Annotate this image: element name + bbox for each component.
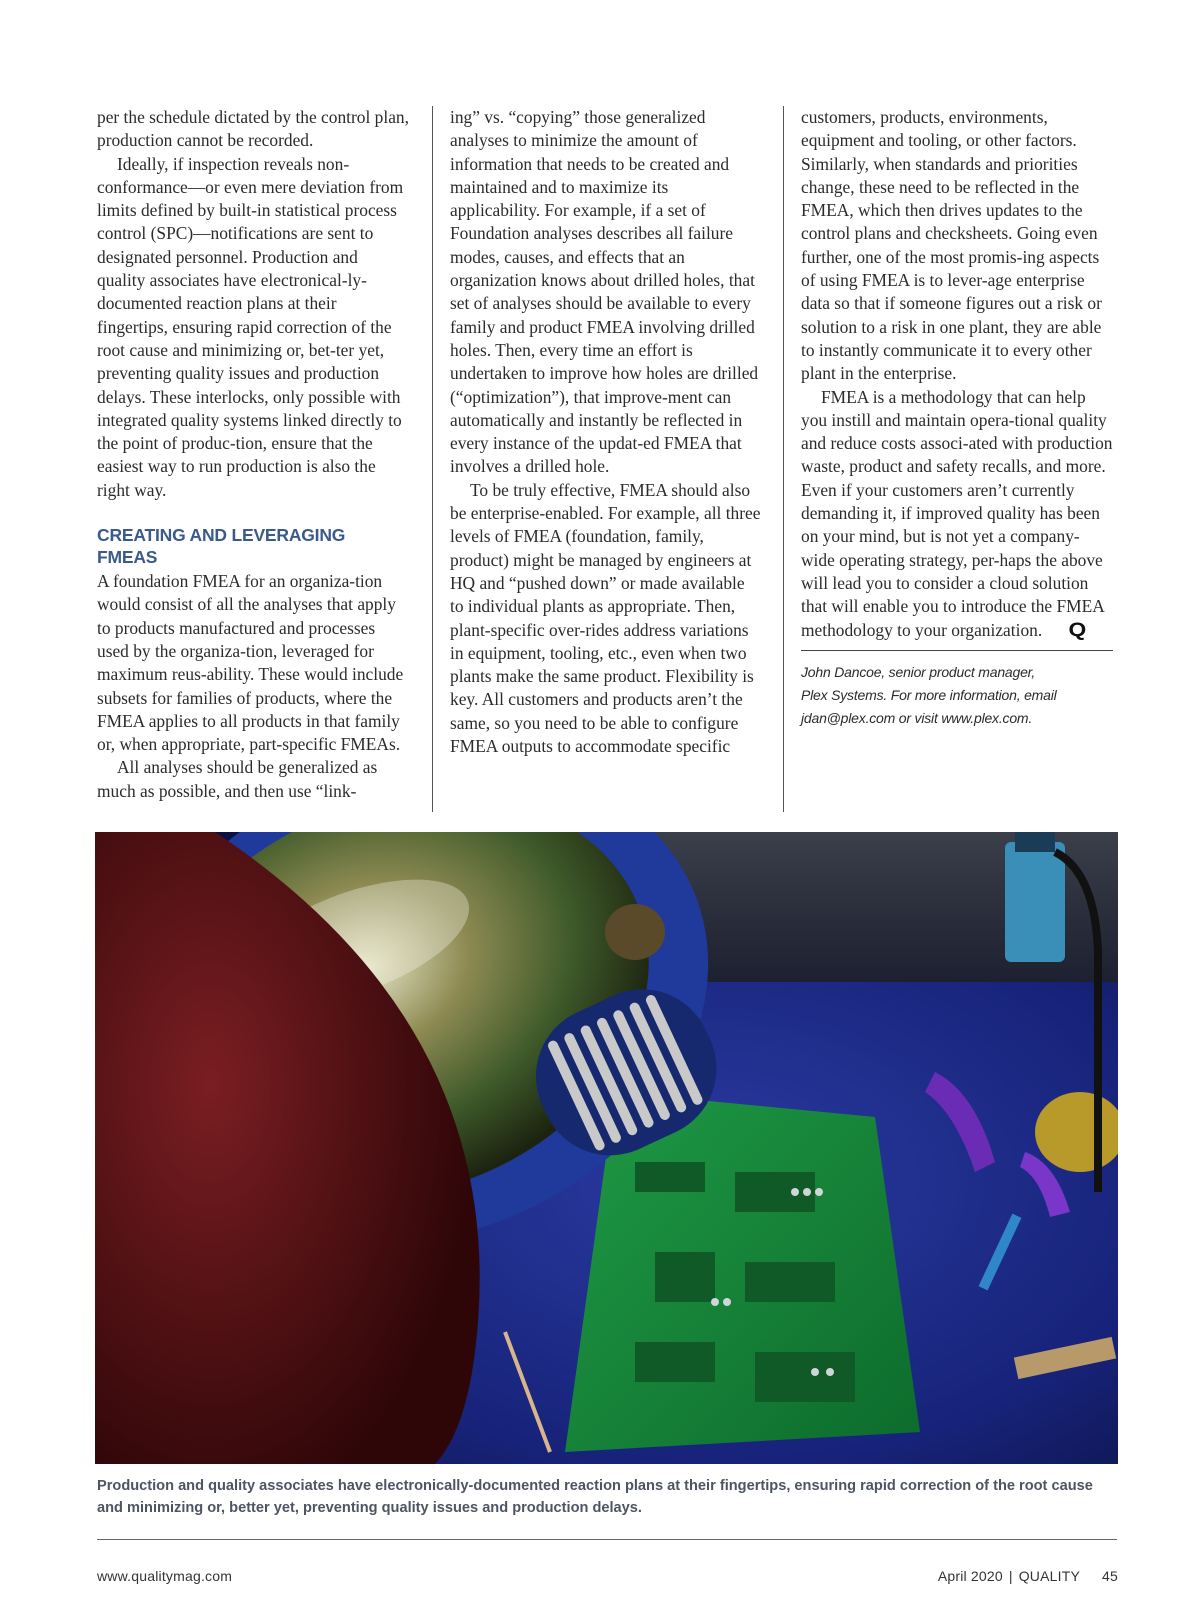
paragraph-text: FMEA is a methodology that can help you instill and maintain opera-tional quality and reduce costs associ-ated with production waste, product and safety recalls, and more. Even if your customers aren’t currently demanding it, if improved quality has been on your mind, but is not yet a company-wide operating strategy, per-haps the above will lead you to consider a cloud solution that will enable you to introduce the FMEA methodology to your organization. (801, 386, 1113, 640)
footer-divider (97, 1539, 1117, 1540)
footer-website: www.qualitymag.com (97, 1568, 233, 1584)
column-divider (432, 106, 433, 812)
paragraph: To be truly effective, FMEA should also be enterprise-enabled. For example, all three levels of FMEA (foundation, family, product) might be managed by engineers at HQ and “pushed down” or made available to individual plants as appropriate. Then, plant-specific over-rides address variations in equipment, tooling, etc., even when two plants make the same product. Flexibility is key. All customers and products aren’t the same, so you need to be able to configure FMEA outputs to accommodate specific (450, 479, 761, 757)
magnifier-circuit-board-image (95, 832, 1118, 1464)
paragraph (801, 386, 1113, 642)
bio-line: Plex Systems. For more information, email (801, 686, 1057, 703)
article-photo (95, 832, 1118, 1464)
article-column-1 (97, 106, 409, 803)
paragraph: per the schedule dictated by the control plan, production cannot be recorded. (97, 107, 409, 151)
page-number: 45 (1102, 1568, 1118, 1584)
bio-divider (801, 650, 1113, 651)
footer-issue-info (938, 1568, 1118, 1584)
paragraph: Ideally, if inspection reveals non-conformance—or even mere deviation from limits defined by built-in statistical process control (SPC)—notifications are sent to designated personnel. Production and quality associates have electronical-ly-documented reaction plans at their fingertips, ensuring rapid correction of the root cause and minimizing or, bet-ter yet, preventing quality issues and production delays. These interlocks, only possible with integrated quality systems linked directly to the point of produc-tion, ensure that the easiest way to run production is also the right way. (97, 153, 404, 500)
footer-issue-date: April 2020 (937, 1568, 1003, 1584)
photo-caption: Production and quality associates have electronically-documented reaction plans at their fingertips, ensuring rapid correction of the root cause and minimizing or, better yet, preventing quality issues and production delays. (97, 1478, 1093, 1516)
bio-line: John Dancoe, senior product manager, (801, 663, 1036, 680)
paragraph: ing” vs. “copying” those generalized analyses to minimize the amount of information that needs to be created and maintained and to maximize its applicability. For example, if a set of Foundation analyses describes all failure modes, causes, and effects that an organization knows about drilled holes, that set of analyses should be available to every family and product FMEA involving drilled holes. Then, every time an effort is undertaken to improve how holes are drilled (“optimization”), that improve-ment can automatically and instantly be reflected in every instance of the updat-ed FMEA that involves a drilled hole. (450, 107, 759, 477)
author-bio (801, 661, 1113, 730)
paragraph: All analyses should be generalized as much as possible, and then use “link- (97, 757, 378, 801)
paragraph: customers, products, environments, equipment and tooling, or other factors. Similarly, when standards and priorities change, these need to be reflected in the FMEA, which then drives updates to the control plans and checksheets. Going even further, one of the most promis-ing aspects of using FMEA is to lever-age enterprise data so that if someone figures out a risk or solution to a risk in one plant, they are able to instantly communicate it to every other plant in the enterprise. (801, 107, 1102, 384)
paragraph: A foundation FMEA for an organiza-tion would consist of all the analyses that apply to products manufactured and processes used by the organiza-tion, leveraged for maximum reus-ability. These would include subsets for families of products, where the FMEA applies to all products in that family or, when appropriate, part-specific FMEAs. (97, 571, 404, 755)
footer-magazine-name: QUALITY (1018, 1568, 1081, 1584)
footer-separator: | (1008, 1568, 1013, 1584)
section-heading: CREATING AND LEVERAGING FMEAS (97, 525, 346, 568)
bio-line: jdan@plex.com or visit www.plex.com. (801, 709, 1033, 726)
quality-end-mark-icon: Q (1068, 619, 1087, 641)
article-column-2 (450, 106, 762, 758)
article-column-3 (801, 106, 1113, 730)
column-divider (783, 106, 784, 812)
